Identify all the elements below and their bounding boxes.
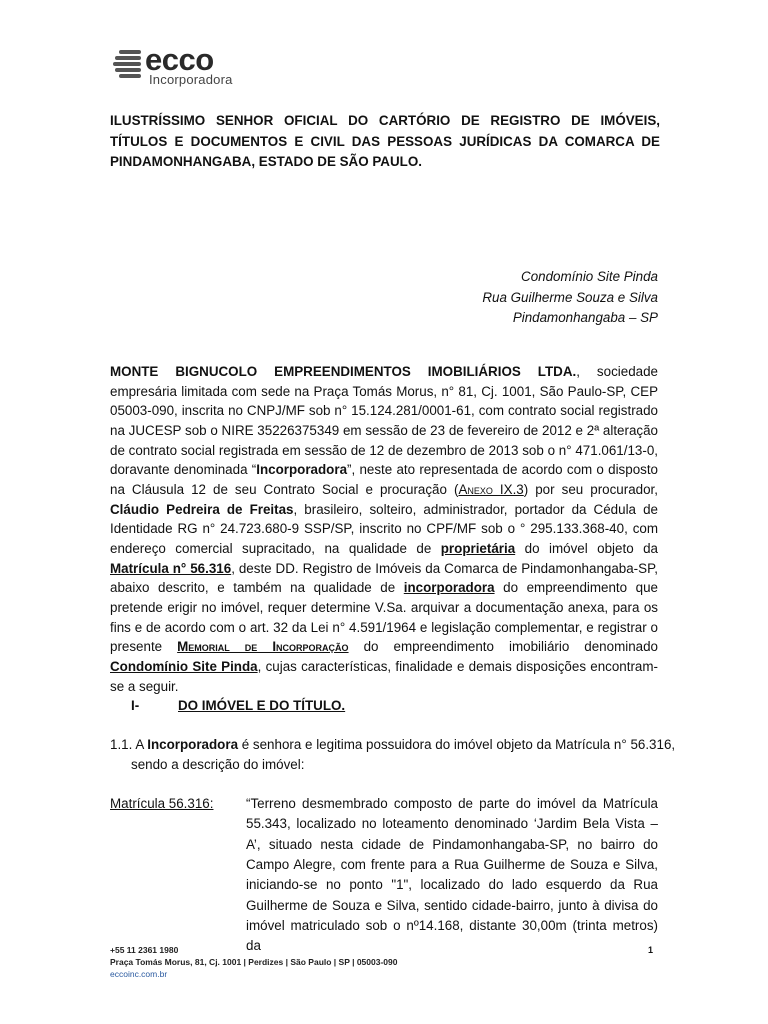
logo-subtitle-text: Incorporadora	[149, 72, 233, 87]
main-paragraph	[110, 362, 658, 696]
document-heading: ILUSTRÍSSIMO SENHOR OFICIAL DO CARTÓRIO DE REGISTRO DE IMÓVEIS, TÍTULOS E DOCUMENTOS E CIVIL DAS PESSOAS JURÍDICAS DA COMARCA DE PINDAMONHANGABA, ESTADO DE SÃO PAULO.	[110, 113, 660, 169]
body-text-8: do empreendimento imobiliário denominado	[348, 639, 658, 655]
body-text-9: , cujas características, finalidade e demais disposições encontram-se a seguir.	[110, 658, 658, 694]
clause-bold-term: Incorporadora	[147, 737, 239, 752]
body-text-4: , brasileiro, solteiro, administrador, portador da Cédula de Identidade RG n° 24.723.680-9 SSP/SP, inscrito no CPF/MF sob o ° 295.133.368-40, com endereço comercial supracitado, na qualidade de	[110, 501, 658, 556]
body-text-1: , sociedade empresária limitada com sede na Praça Tomás Morus, n° 81, Cj. 1001, São Paulo-SP, CEP 05003-090, inscrita no CNPJ/MF sob n° 15.124.281/0001-61, com contrato social registrado na JUCESP sob o NIRE 35226375349 em sessão de 23 de fevereiro de 2012 e 2ª alteração de contrato social registrada em sessão de 12 de dezembro de 2013 sob o n° 471.061/13-0, doravante denominada “	[110, 364, 658, 478]
address-line-3: Pindamonhangaba – SP	[512, 310, 658, 325]
logo-mark-icon	[113, 44, 149, 80]
page-number: 1	[648, 945, 654, 955]
clause-text-2: sendo a descrição do imóvel:	[131, 757, 305, 772]
registry-label: Matrícula 56.316:	[110, 796, 214, 811]
attorney-name: Cláudio Pedreira de Freitas	[110, 501, 294, 517]
address-line-1: Condomínio Site Pinda	[521, 269, 658, 284]
owner-term: proprietária	[440, 540, 516, 556]
company-name: MONTE BIGNUCOLO EMPREENDIMENTOS IMOBILIÁRIOS LTDA.	[110, 364, 577, 379]
clause-number: 1.1.	[110, 737, 133, 752]
footer-address: Praça Tomás Morus, 81, Cj. 1001 | Perdizes | São Paulo | SP | 05003-090	[110, 957, 398, 967]
incorporadora-term: Incorporadora	[256, 462, 348, 478]
property-address	[360, 267, 658, 329]
company-logo	[113, 44, 253, 88]
body-text-2: ”, neste ato representada de acordo com o disposto na Cláusula 12 de seu Contrato Social e procuração (	[110, 462, 659, 497]
section-title: DO IMÓVEL E DO TÍTULO.	[178, 698, 346, 713]
body-text-5: do imóvel objeto da	[515, 540, 658, 556]
registry-description: “Terreno desmembrado composto de parte do imóvel da Matrícula 55.343, localizado no loteamento denominado ‘Jardim Bela Vista – A’, situado nesta cidade de Pindamonhangaba-SP, no bairro do Campo Alegre, com frente para a Rua Guilherme de Souza e Silva, iniciando-se no ponto "1", localizado do lado esquerdo da Rua Guilherme de Souza e Silva, sentido cidade-bairro, junto à divisa do imóvel matriculado sob o nº14.168, distante 30,00m (trinta metros) da	[246, 796, 658, 954]
section-number: I-	[131, 698, 140, 713]
registry-number: Matrícula n° 56.316	[110, 560, 232, 576]
memorial-term: Memorial de Incorporação	[177, 639, 349, 655]
footer-website-link[interactable]: eccoinc.com.br	[110, 969, 168, 979]
body-text-3: ) por seu procurador,	[523, 481, 658, 497]
clause-lead: A	[135, 737, 148, 752]
address-line-2: Rua Guilherme Souza e Silva	[482, 289, 658, 305]
body-text-7: do empreendimento que pretende erigir no imóvel, requer determine V.Sa. arquivar a documentação anexa, para os fins e de acordo com o art. 32 da Lei n° 4.591/1964 e legislação complementar, e registrar o presente	[110, 580, 659, 655]
logo-brand-text: ecco	[145, 42, 214, 77]
clause-1-1	[110, 735, 676, 775]
developer-term: incorporadora	[403, 580, 495, 596]
body-text-6: , deste DD. Registro de Imóveis da Comarca de Pindamonhangaba-SP, abaixo descrito, e também na qualidade de	[110, 560, 658, 596]
annex-reference: Anexo IX.3	[458, 481, 524, 497]
clause-text-1: é senhora e legitima possuidora do imóvel objeto da Matrícula n° 56.316,	[238, 737, 676, 752]
condominium-name: Condomínio Site Pinda	[110, 658, 258, 674]
page-footer	[110, 944, 660, 980]
footer-phone: +55 11 2361 1980	[110, 945, 179, 955]
